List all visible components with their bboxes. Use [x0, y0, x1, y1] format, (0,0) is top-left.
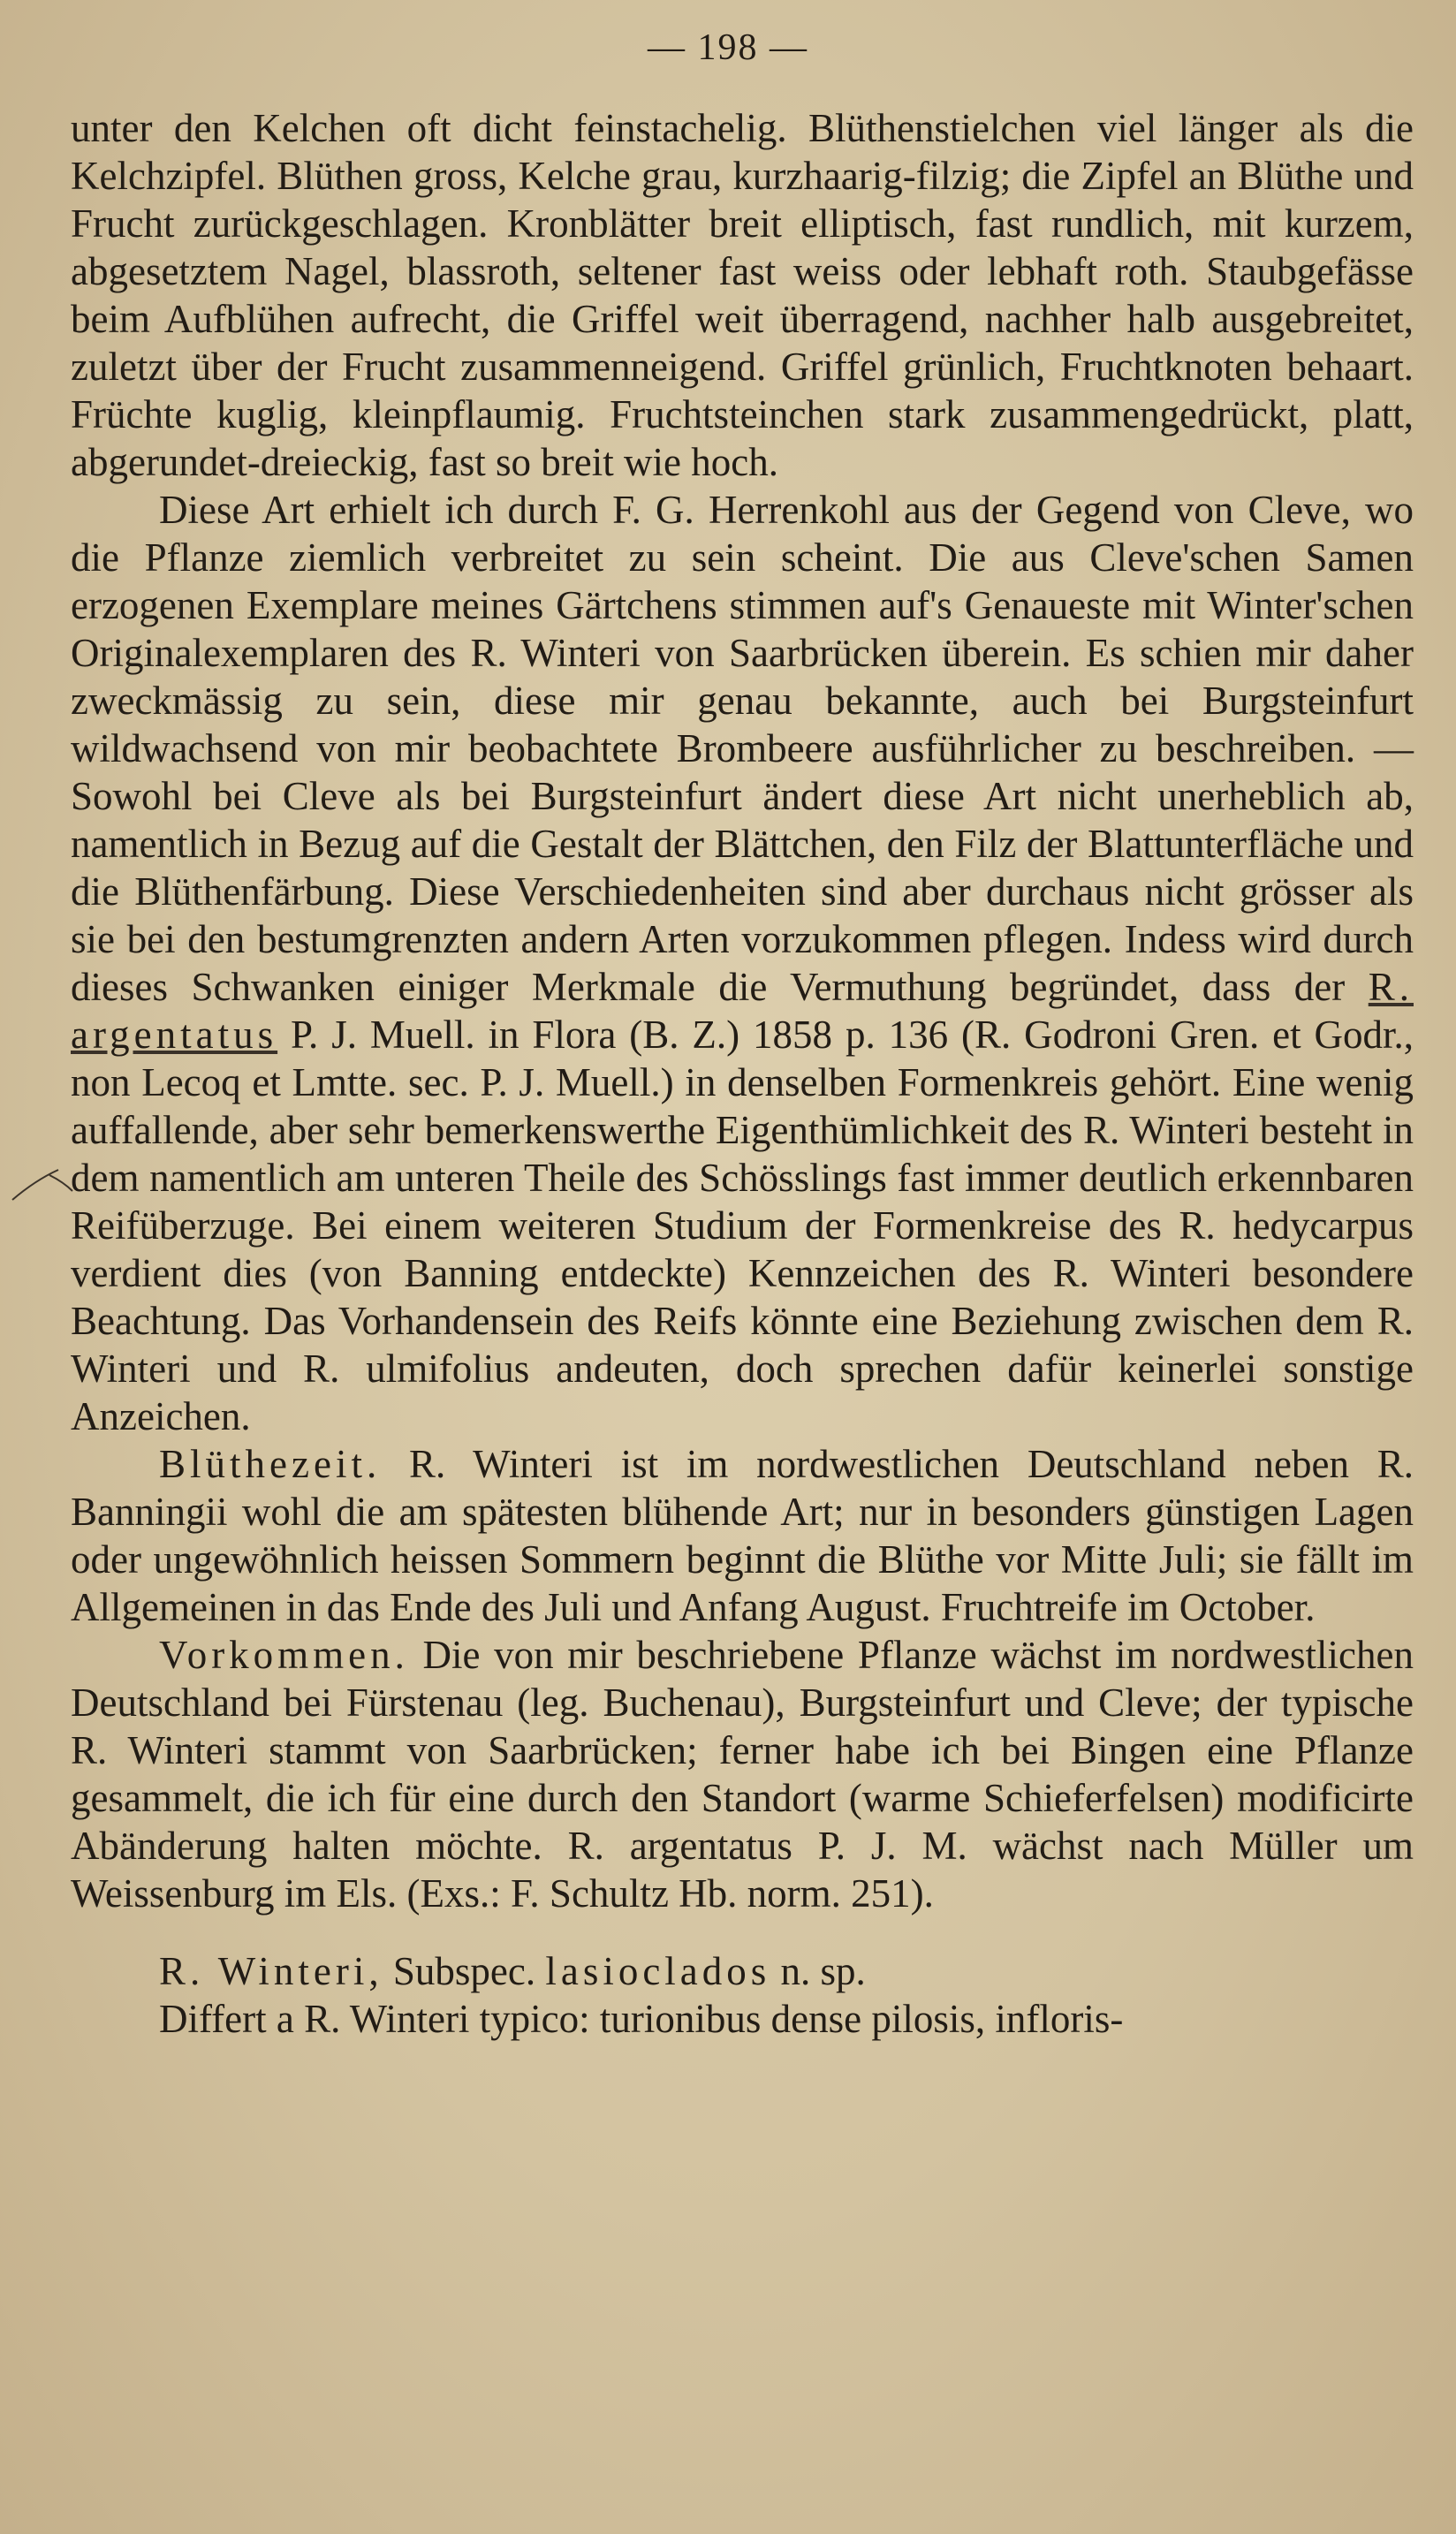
- paragraph-occurrence: [71, 1631, 1414, 1917]
- section-label-bluethezeit: Blüthezeit.: [159, 1442, 382, 1486]
- subspecies-name-lasioclados: lasioclados: [545, 1949, 771, 1993]
- paragraph-discussion: [71, 486, 1414, 1440]
- subspecies-label: Subspec.: [383, 1949, 546, 1993]
- page-number: — 198 —: [648, 27, 808, 68]
- section-label-vorkommen: Vorkommen.: [159, 1633, 409, 1677]
- subspecies-suffix: n. sp.: [770, 1949, 866, 1993]
- paragraph-flowering-time: [71, 1440, 1414, 1631]
- paragraph-description: unter den Kelchen oft dicht feinstachelig. Blüthenstielchen viel länger als die Kelchzipfel. Blüthen gross, Kelche grau, kurzhaarig-filzig; die Zipfel an Blüthe und Frucht zurückgeschlagen. Kronblätter breit elliptisch, fast rundlich, mit kurzem, abgesetztem Nagel, blassroth, seltener fast weiss oder lebhaft roth. Staubgefässe beim Aufblühen aufrecht, die Griffel weit überragend, nachher halb ausgebreitet, zuletzt über der Frucht zusammenneigend. Griffel grünlich, Fruchtknoten behaart. Früchte kuglig, kleinpflaumig. Fruchtsteinchen stark zusammengedrückt, platt, abgerundet-dreieckig, fast so breit wie hoch.: [71, 106, 1414, 484]
- body-text: [71, 104, 1414, 2043]
- discussion-text-part-2: P. J. Muell. in Flora (B. Z.) 1858 p. 136 (R. Godroni Gren. et Godr., non Lecoq et Lmtte. sec. P. J. Muell.) in denselben Formenkreis gehört. Eine wenig auffallende, aber sehr bemerkenswerthe Eigenthümlichkeit des R. Winteri besteht in dem namentlich am unteren Theile des Schösslings fast immer deutlich erkennbaren Reifüberzuge. Bei einem weiteren Studium der Formenkreise des R. hedycarpus verdient dies (von Banning entdeckte) Kennzeichen des R. Winteri besondere Beachtung. Das Vorhandensein des Reifs könnte eine Beziehung zwischen dem R. Winteri und R. ulmifolius andeuten, doch sprechen dafür keinerlei sonstige Anzeichen.: [71, 1013, 1414, 1438]
- paragraph-gap: [71, 1917, 1414, 1947]
- occurrence-text: Die von mir beschriebene Pflanze wächst im nordwestlichen Deutschland bei Fürstenau (leg. Buchenau), Burgsteinfurt und Cleve; der typische R. Winteri stammt von Saarbrücken; ferner habe ich bei Bingen eine Pflanze gesammelt, die ich für eine durch den Standort (warme Schieferfelsen) modificirte Abänderung halten möchte. R. argentatus P. J. M. wächst nach Müller um Weissenburg im Els. (Exs.: F. Schultz Hb. norm. 251).: [71, 1633, 1414, 1916]
- flowering-time-text: R. Winteri ist im nordwestlichen Deutschland neben R. Banningii wohl die am spätesten blühende Art; nur in besonders günstigen Lagen oder ungewöhnlich heissen Sommern beginnt die Blüthe vor Mitte Juli; sie fällt im Allgemeinen in das Ende des Juli und Anfang August. Fruchtreife im October.: [71, 1442, 1414, 1629]
- species-name-argentatus: R. argentatus: [71, 965, 1414, 1057]
- paragraph-subspecies-heading: [71, 1947, 1414, 1995]
- paragraph-latin-diagnosis: Differt a R. Winteri typico: turionibus dense pilosis, infloris-: [159, 1997, 1124, 2041]
- margin-pencil-mark-icon: [7, 1149, 78, 1210]
- discussion-text-part-1: Diese Art erhielt ich durch F. G. Herrenkohl aus der Gegend von Cleve, wo die Pflanze ziemlich verbreitet zu sein scheint. Die aus Cleve'schen Samen erzogenen Exemplare meines Gärtchens stimmen auf's Genaueste mit Winter'schen Originalexemplaren des R. Winteri von Saarbrücken überein. Es schien mir daher zweckmässig zu sein, diese mir genau bekannte, auch bei Burgsteinfurt wildwachsend von mir beobachtete Brombeere ausführlicher zu beschreiben. — Sowohl bei Cleve als bei Burgsteinfurt ändert diese Art nicht unerheblich ab, namentlich in Bezug auf die Gestalt der Blättchen, den Filz der Blattunterfläche und die Blüthenfärbung. Diese Verschiedenheiten sind aber durchaus nicht grösser als sie bei den bestumgrenzten andern Arten vorzukommen pflegen. Indess wird durch dieses Schwanken einiger Merkmale die Vermuthung begründet, dass der: [71, 488, 1414, 1009]
- species-name-winteri: R. Winteri,: [159, 1949, 383, 1993]
